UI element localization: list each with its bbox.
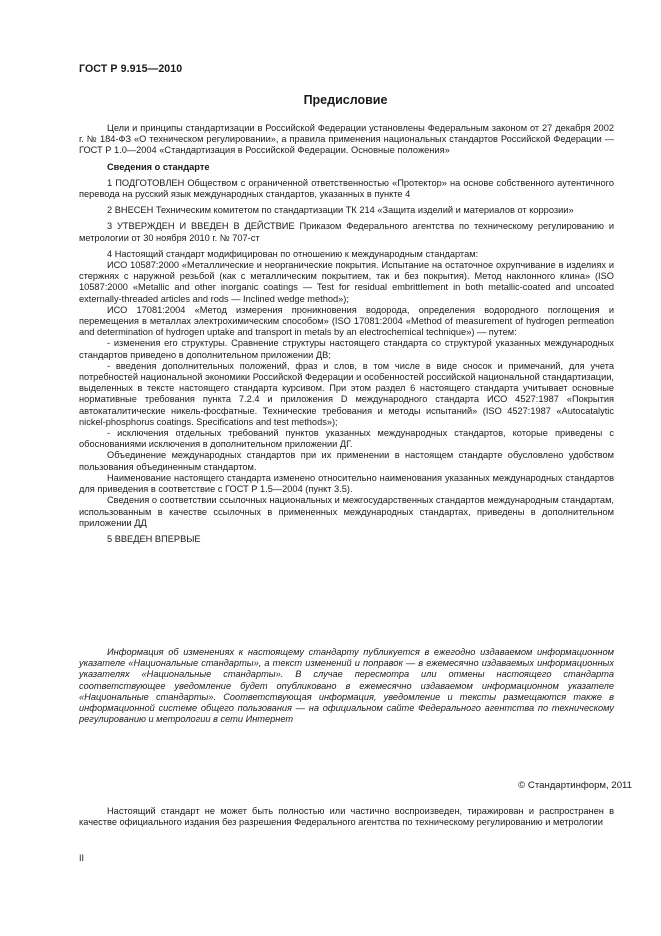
- item-4-sentence-1: Объединение международных стандартов при их применении в настоящем стандарте обусловлено удобством пользования объединенным стандартом.: [79, 450, 614, 472]
- item-4-iso-17081: ИСО 17081:2004 «Метод измерения проникновения водорода, определения водородного поглощения и перемещения в металлах электрохимическим способом» (ISO 17081:2004 «Method of measurement of hydrogen permeation and determination of hydrogen uptake and transport in metals by an electrochemical technique») — путем:: [79, 304, 614, 338]
- item-4-sentence-2: Наименование настоящего стандарта изменено относительно наименования указанных международных стандартов для приведения в соответствие с ГОСТ Р 1.5—2004 (пункт 3.5).: [79, 472, 614, 495]
- foreword-body: [79, 123, 614, 545]
- item-3: 3 УТВЕРЖДЕН И ВВЕДЕН В ДЕЙСТВИЕ Приказом Федерального агентства по техническому регулированию и метрологии от 30 ноября 2010 г. № 707-ст: [79, 221, 614, 243]
- copyright: © Стандартинформ, 2011: [518, 780, 632, 791]
- reproduction-notice: [79, 806, 614, 828]
- intro-paragraph: Цели и принципы стандартизации в Российской Федерации установлены Федеральным законом от 27 декабря 2002 г. № 184-ФЗ «О техническом регулировании», а правила применения национальных стандартов Российской Федерации — ГОСТ Р 1.0—2004 «Стандартизация в Российской Федерации. Основные положения»: [79, 123, 614, 156]
- item-4-bullet-1: - изменения его структуры. Сравнение структуры настоящего стандарта со структурой указанных международных стандартов приведено в дополнительном приложении ДВ;: [79, 338, 614, 360]
- info-notice-text: Информация об изменениях к настоящему стандарту публикуется в ежегодно издаваемом информационном указателе «Национальные стандарты», а текст изменений и поправок — в ежемесячно издаваемых информационных указателях «Национальные стандарты». В случае пересмотра или отмены настоящего стандарта соответствующее уведомление будет опубликовано в ежемесячно издаваемом информационном указателе «Национальные стандарты». Соответствующая информация, уведомление и тексты размещаются также в информационной системе общего пользования — на официальном сайте Федерального агентства по техническому регулированию и метрологии в сети Интернет: [79, 647, 614, 725]
- page-number: II: [79, 853, 85, 863]
- item-4-sentence-3: Сведения о соответствии ссылочных национальных и межгосударственных стандартов международным стандартам, использованным в качестве ссылочных в примененных международных стандартах, приведены в дополнительном приложении ДД: [79, 495, 614, 528]
- document-code: ГОСТ Р 9.915—2010: [79, 63, 183, 75]
- item-4-bullet-2: - введения дополнительных положений, фраз и слов, в том числе в виде сносок и примечаний, для учета потребностей национальной экономики Российской Федерации и особенностей российской национальной стандартизации, выделенных в тексте настоящего стандарта курсивом. При этом раздел 6 настоящего стандарта учитывает основные нормативные требования пункта 7.2.4 и приложения D международного стандарта ИСО 4527:1987 «Покрытия автокаталитические никель-фосфатные. Технические требования и методы испытаний» (ISO 4527:1987 «Autocatalytic nickel-phosphorus coatings. Specifications and test methods»);: [79, 360, 614, 427]
- item-5: 5 ВВЕДЕН ВПЕРВЫЕ: [107, 533, 201, 544]
- section-heading: Сведения о стандарте: [107, 161, 210, 172]
- item-2: 2 ВНЕСЕН Техническим комитетом по стандартизации ТК 214 «Защита изделий и материалов от коррозии»: [107, 205, 574, 216]
- page-title: Предисловие: [303, 93, 388, 107]
- item-4-iso-10587: ИСО 10587:2000 «Металлические и неорганические покрытия. Испытание на остаточное охрупчивание в изделиях и стержнях с наружной резьбой (как с металлическим покрытием, так и без покрытия). Метод наклонного клина» (ISO 10587:2000 «Metallic and other inorganic coatings — Test for residual embrittlement in both metallic-coated and uncoated externally-threaded articles and rods — Inclined wedge method»);: [79, 260, 614, 304]
- info-notice: [79, 647, 614, 725]
- item-4-bullet-3: - исключения отдельных требований пунктов указанных международных стандартов, которые приведены с обоснованиями исключения в дополнительном приложении ДГ.: [79, 428, 614, 450]
- reproduction-notice-text: Настоящий стандарт не может быть полностью или частично воспроизведен, тиражирован и распространен в качестве официального издания без разрешения Федерального агентства по техническому регулированию и метрологии: [79, 806, 614, 828]
- item-1: 1 ПОДГОТОВЛЕН Обществом с ограниченной ответственностью «Протектор» на основе собственного аутентичного перевода на русский язык международных стандартов, указанных в пункте 4: [79, 177, 614, 200]
- item-4: 4 Настоящий стандарт модифицирован по отношению к международным стандартам:: [107, 248, 479, 259]
